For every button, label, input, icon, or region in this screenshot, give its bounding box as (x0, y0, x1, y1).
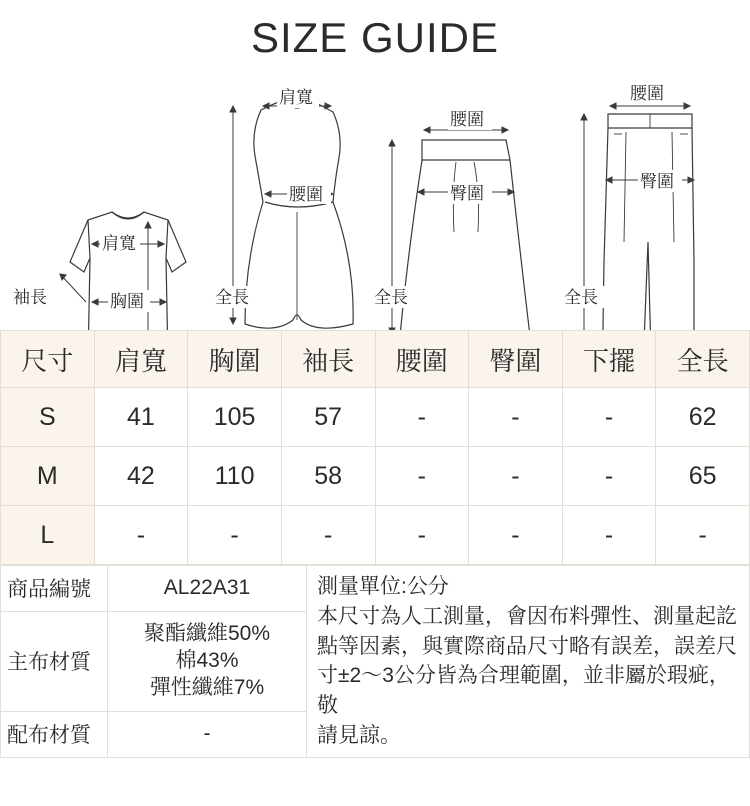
size-cell-waist: - (375, 447, 469, 506)
size-col-header-shoulder: 肩寬 (94, 331, 188, 388)
size-cell-hip: - (469, 447, 563, 506)
illustration-strip (0, 62, 750, 330)
main-fabric-label: 主布材質 (1, 611, 108, 711)
size-cell-hem: - (562, 506, 656, 565)
main-fabric-line-2: 棉43% (175, 648, 239, 672)
table-row (1, 506, 750, 565)
illus-label-hip: 臀圍 (640, 172, 674, 191)
illustration-sleeveless-dress (205, 62, 380, 330)
illus-label-length: 全長 (215, 288, 249, 307)
illus-label-waist: 腰圍 (630, 84, 664, 103)
size-col-header-length: 全長 (656, 331, 750, 388)
size-cell-length: 62 (656, 388, 750, 447)
size-cell-chest: - (188, 506, 282, 565)
size-cell-size: L (1, 506, 95, 565)
illus-label-shoulder: 肩寬 (279, 88, 313, 107)
size-cell-waist: - (375, 388, 469, 447)
size-cell-shoulder: 41 (94, 388, 188, 447)
page-title: SIZE GUIDE (250, 14, 500, 61)
measurement-note (307, 566, 750, 758)
product-info-table (0, 565, 750, 758)
size-cell-sleeve: 58 (281, 447, 375, 506)
size-cell-shoulder: - (94, 506, 188, 565)
illus-label-hip: 臀圍 (450, 184, 484, 203)
sub-fabric-value: - (108, 711, 307, 757)
sub-fabric-label: 配布材質 (1, 711, 108, 757)
illus-label-chest: 胸圍 (110, 292, 144, 311)
size-cell-chest: 110 (188, 447, 282, 506)
size-cell-length: - (656, 506, 750, 565)
main-fabric-line-1: 聚酯纖維50% (143, 622, 271, 646)
illus-label-length: 全長 (374, 288, 408, 307)
product-no-label: 商品編號 (1, 566, 108, 612)
size-cell-hem: - (562, 388, 656, 447)
size-cell-chest: 105 (188, 388, 282, 447)
illus-label-waist: 腰圍 (450, 110, 484, 129)
note-line-3: 點等因素，與實際商品尺寸略有誤差，誤差尺 (317, 634, 737, 658)
main-fabric-line-3: 彈性纖維7% (149, 675, 265, 699)
product-no-value: AL22A31 (108, 566, 307, 612)
note-line-2: 本尺寸為人工測量，會因布料彈性、測量起訖 (317, 604, 737, 628)
size-table (0, 330, 750, 565)
size-col-header-sleeve: 袖長 (281, 331, 375, 388)
main-fabric-value (108, 611, 307, 711)
table-row (1, 388, 750, 447)
size-col-header-size: 尺寸 (1, 331, 95, 388)
illus-label-shoulder: 肩寬 (102, 234, 136, 253)
size-cell-sleeve: - (281, 506, 375, 565)
note-line-1: 測量單位:公分 (317, 575, 449, 598)
product-no-row (1, 566, 750, 612)
size-col-header-chest: 胸圍 (188, 331, 282, 388)
illustration-long-sleeve-top (0, 62, 230, 330)
illus-label-sleeve: 袖長 (13, 288, 47, 307)
size-col-header-hem: 下擺 (562, 331, 656, 388)
size-cell-length: 65 (656, 447, 750, 506)
illus-label-length: 全長 (564, 288, 598, 307)
size-table-header-row (1, 331, 750, 388)
size-cell-waist: - (375, 506, 469, 565)
illustration-trousers (560, 62, 750, 330)
size-cell-hip: - (469, 506, 563, 565)
note-line-5: 請見諒。 (317, 724, 401, 748)
size-cell-hip: - (469, 388, 563, 447)
size-cell-sleeve: 57 (281, 388, 375, 447)
size-col-header-waist: 腰圍 (375, 331, 469, 388)
size-cell-size: M (1, 447, 95, 506)
note-line-4: 寸±2～3公分皆為合理範圍，並非屬於瑕疵，敬 (317, 664, 730, 718)
size-cell-size: S (1, 388, 95, 447)
size-cell-shoulder: 42 (94, 447, 188, 506)
size-col-header-hip: 臀圍 (469, 331, 563, 388)
illus-label-waist: 腰圍 (289, 185, 323, 204)
illustration-skirt (370, 62, 555, 330)
size-cell-hem: - (562, 447, 656, 506)
table-row (1, 447, 750, 506)
